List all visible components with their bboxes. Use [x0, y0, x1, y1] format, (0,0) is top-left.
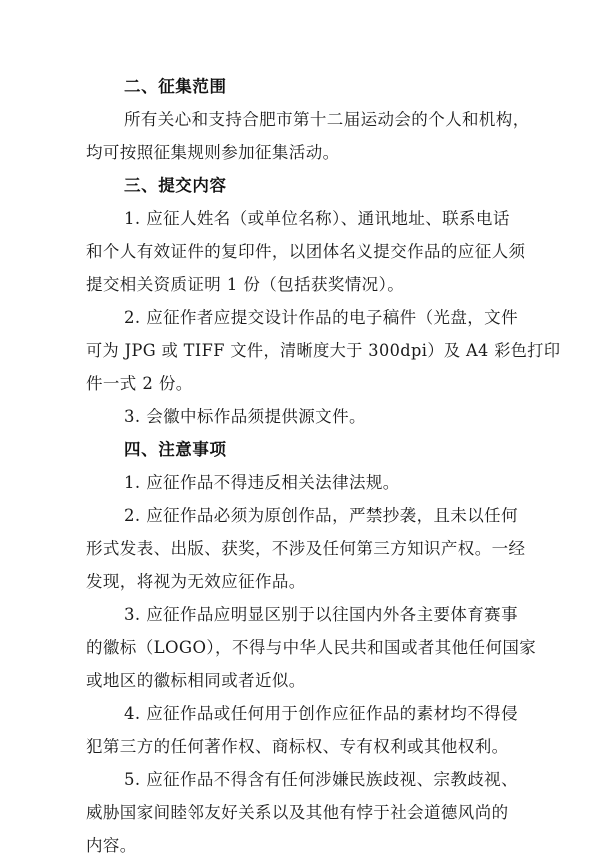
- section-heading-scope: 二、征集范围: [124, 77, 227, 96]
- text-line: 所有关心和支持合肥市第十二届运动会的个人和机构，: [124, 110, 530, 129]
- list-item-line: 发现，将视为无效应征作品。: [86, 572, 306, 591]
- list-item-line: 和个人有效证件的复印件，以团体名义提交作品的应征人须: [86, 242, 526, 261]
- section-heading-submission: 三、提交内容: [124, 176, 227, 195]
- text-line: 均可按照征集规则参加征集活动。: [86, 143, 340, 162]
- list-item-line: 内容。: [86, 836, 137, 855]
- list-item-line: 3. 应征作品应明显区别于以往国内外各主要体育赛事: [124, 605, 518, 624]
- list-item-line: 1. 应征作品不得违反相关法律法规。: [124, 473, 400, 492]
- list-item-line: 5. 应征作品不得含有任何涉嫌民族歧视、宗教歧视、: [124, 770, 518, 789]
- list-item-line: 2. 应征作品必须为原创作品，严禁抄袭，且未以任何: [124, 506, 518, 525]
- list-item-line: 3. 会徽中标作品须提供源文件。: [124, 407, 366, 426]
- list-item-line: 2. 应征作者应提交设计作品的电子稿件（光盘，文件: [124, 308, 518, 327]
- list-item-line: 的徽标（LOGO），不得与中华人民共和国或者其他任何国家: [86, 638, 537, 657]
- list-item-line: 提交相关资质证明 1 份（包括获奖情况）。: [86, 275, 405, 294]
- list-item-line: 1. 应征人姓名（或单位名称）、通讯地址、联系电话: [124, 209, 510, 228]
- list-item-line: 形式发表、出版、获奖，不涉及任何第三方知识产权。一经: [86, 539, 526, 558]
- section-heading-notes: 四、注意事项: [124, 440, 227, 459]
- list-item-line: 4. 应征作品或任何用于创作应征作品的素材均不得侵: [124, 704, 518, 723]
- list-item-line: 或地区的徽标相同或者近似。: [86, 671, 306, 690]
- list-item-line: 犯第三方的任何著作权、商标权、专有权利或其他权利。: [86, 737, 509, 756]
- list-item-line: 威胁国家间睦邻友好关系以及其他有悖于社会道德风尚的: [86, 803, 509, 822]
- list-item-line: 可为 JPG 或 TIFF 文件，清晰度大于 300dpi）及 A4 彩色打印: [86, 341, 561, 360]
- list-item-line: 件一式 2 份。: [86, 374, 193, 393]
